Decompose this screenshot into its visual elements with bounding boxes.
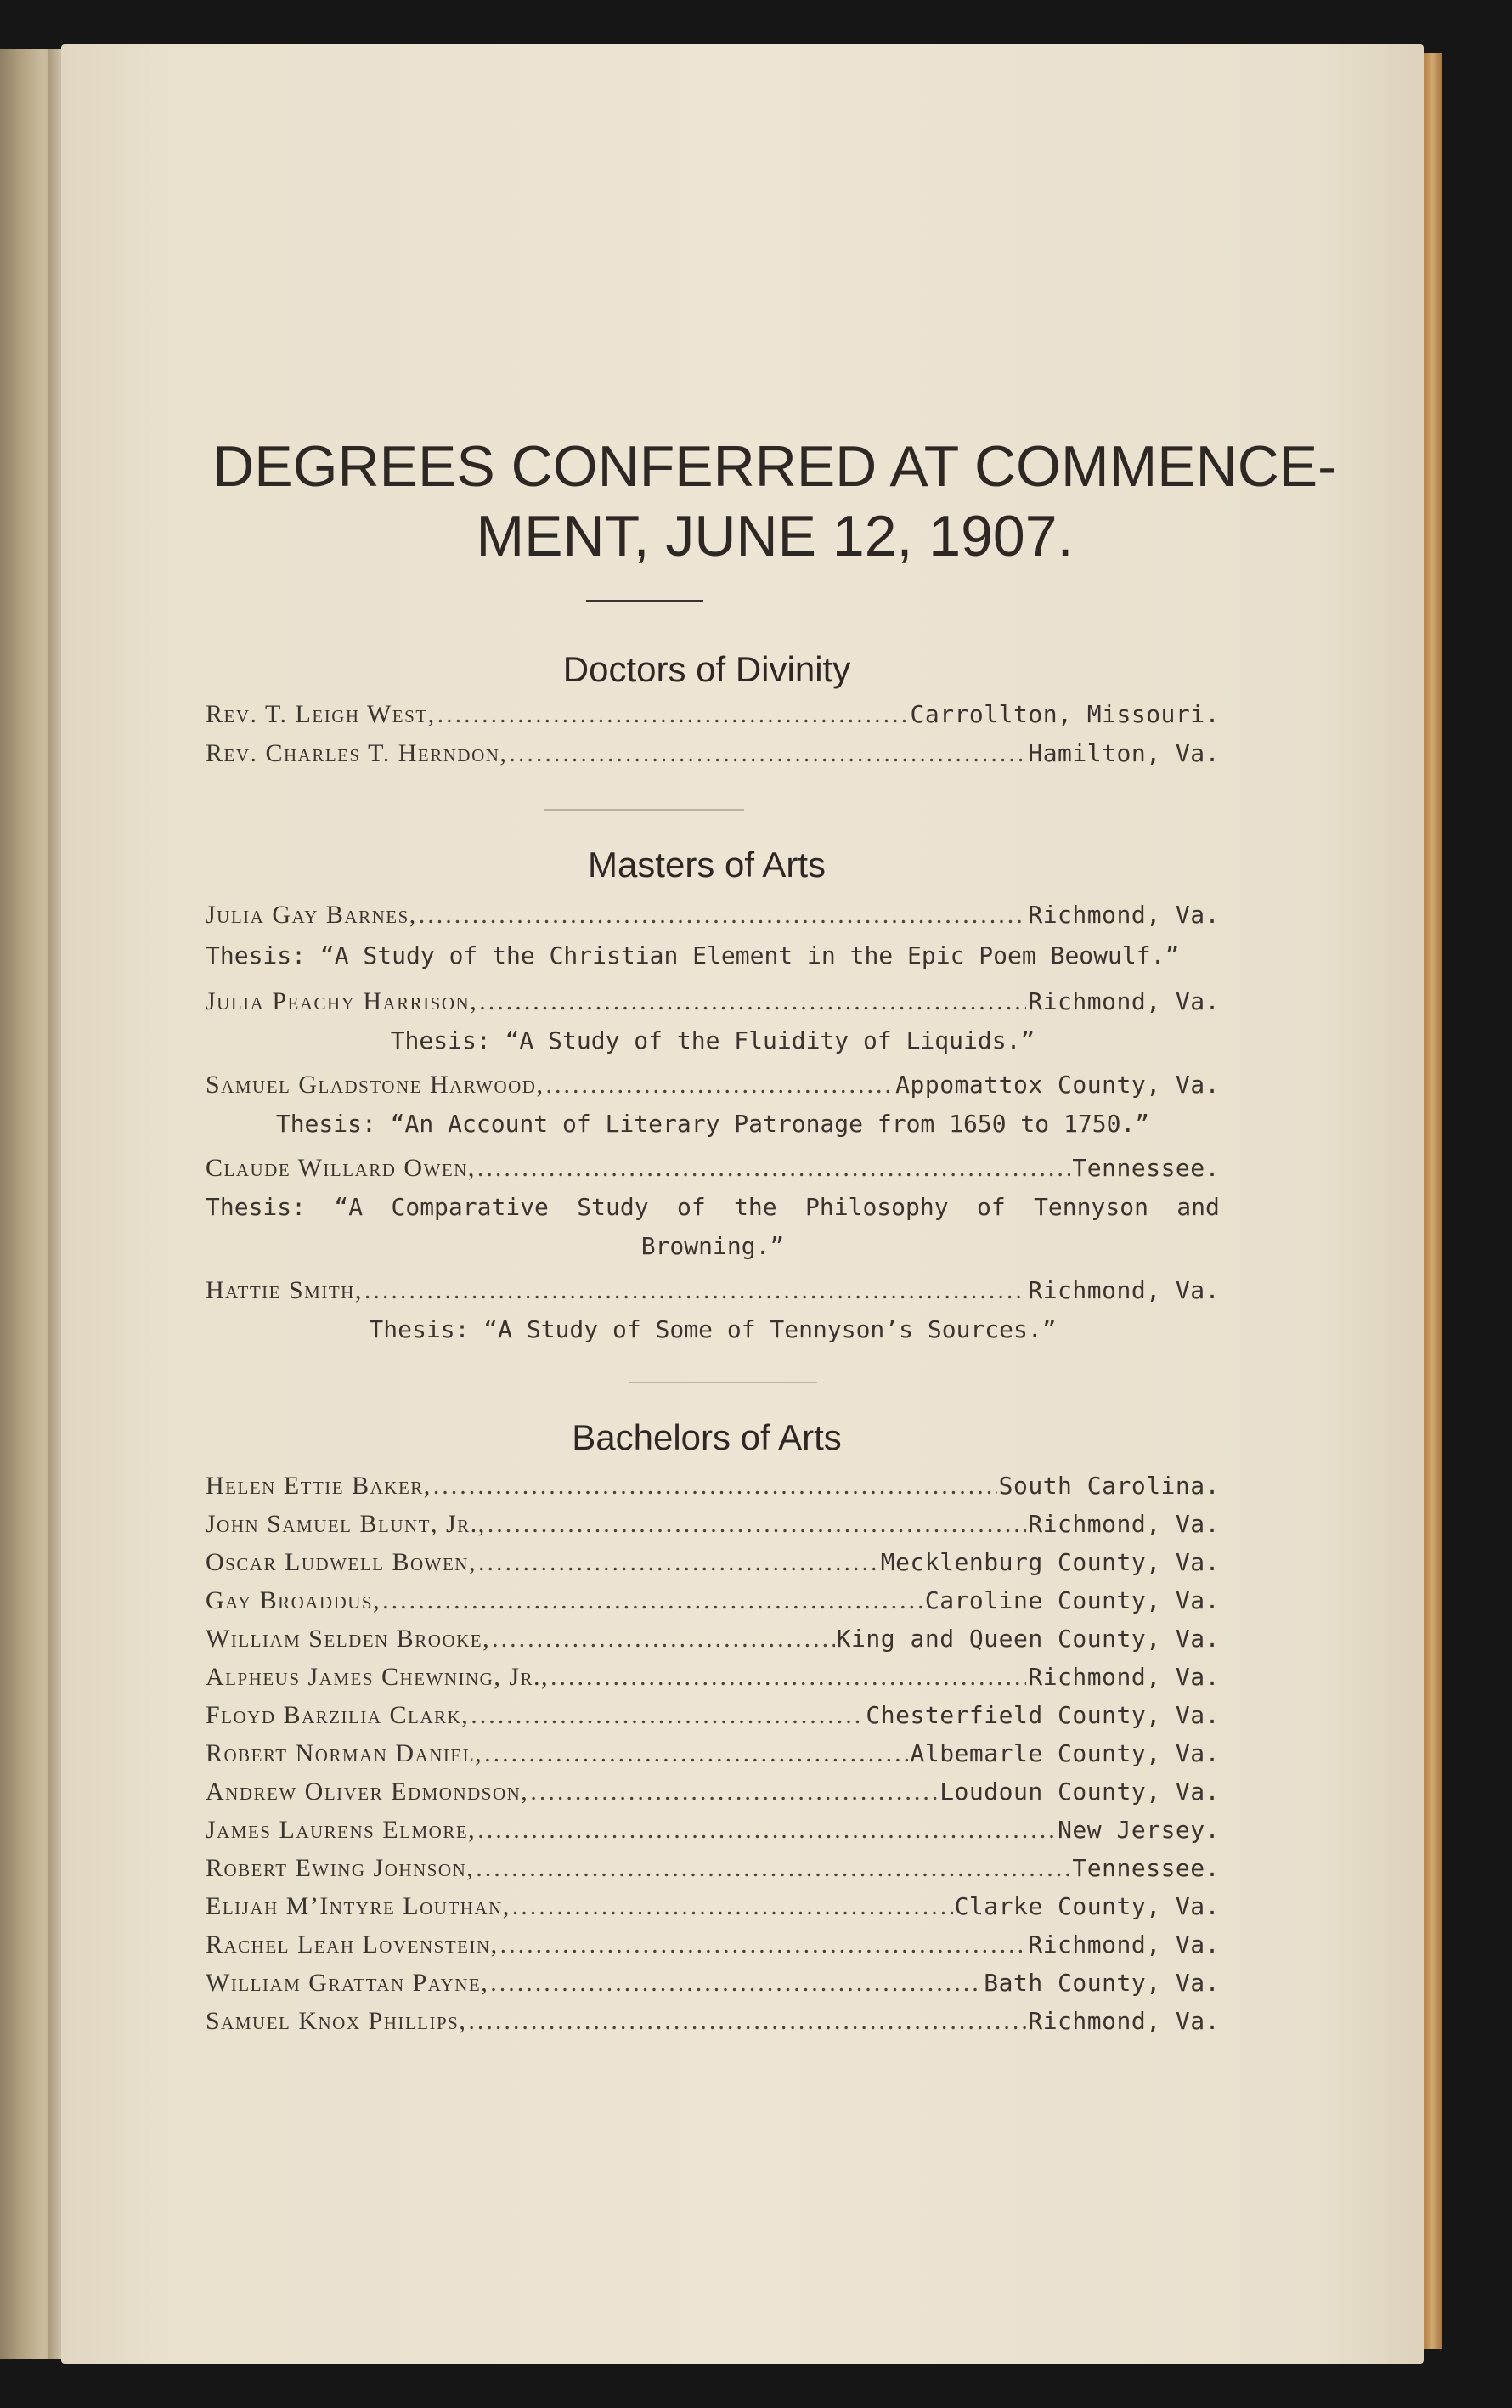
degree-entry <box>206 1548 1220 1587</box>
graduate-name: Robert Ewing Johnson, <box>206 1854 475 1882</box>
leader-dots <box>484 1739 908 1768</box>
degree-entry <box>206 1154 1220 1193</box>
degree-entry <box>206 1778 1220 1817</box>
thesis-word: and <box>1176 1193 1220 1221</box>
degree-entry <box>206 1930 1220 1970</box>
leader-dots <box>509 739 1026 768</box>
graduate-place: Richmond, Va. <box>1028 2007 1220 2035</box>
left-page-edge <box>0 49 54 2359</box>
graduate-place: Appomattox County, Va. <box>895 1071 1220 1099</box>
section-heading-doctors: Doctors of Divinity <box>562 649 851 689</box>
graduate-place: King and Queen County, Va. <box>836 1625 1220 1653</box>
section-heading-masters: Masters of Arts <box>587 845 827 885</box>
degree-entry <box>206 1472 1220 1511</box>
degree-entry <box>206 1816 1220 1855</box>
section-divider <box>629 1382 817 1383</box>
graduate-place: Richmond, Va. <box>1028 1276 1220 1304</box>
leader-dots <box>500 1930 1027 1959</box>
degree-entry <box>206 1586 1220 1625</box>
degree-entry <box>206 1071 1220 1110</box>
leader-dots <box>476 1854 1070 1883</box>
graduate-name: Hattie Smith, <box>206 1276 363 1304</box>
graduate-name: William Selden Brooke, <box>206 1625 491 1653</box>
thesis-line: Thesis: “A Study of the Fluidity of Liquids.” <box>390 1026 1035 1054</box>
degree-entry <box>206 1276 1220 1315</box>
leader-dots <box>545 1071 894 1099</box>
thesis-line <box>206 1193 1220 1221</box>
leader-dots <box>479 987 1026 1016</box>
graduate-name: Julia Gay Barnes, <box>206 901 417 929</box>
graduate-name: Rev. T. Leigh West, <box>206 700 436 728</box>
degree-entry <box>206 739 1220 778</box>
thesis-word: of <box>676 1193 706 1221</box>
degree-entry <box>206 1701 1220 1740</box>
leader-dots <box>382 1586 923 1615</box>
degree-entry <box>206 987 1220 1026</box>
degree-entry <box>206 1892 1220 1931</box>
graduate-place: Richmond, Va. <box>1028 987 1220 1015</box>
thesis-word: Tennyson <box>1034 1193 1148 1221</box>
section-heading-bachelors: Bachelors of Arts <box>572 1417 842 1457</box>
degree-entry <box>206 1625 1220 1664</box>
leader-dots <box>471 1701 864 1730</box>
leader-dots <box>492 1625 835 1653</box>
graduate-name: Rachel Leah Lovenstein, <box>206 1930 499 1959</box>
leader-dots <box>437 700 909 729</box>
leader-dots <box>364 1276 1027 1305</box>
thesis-word: “A <box>334 1193 364 1221</box>
graduate-name: Alpheus James Chewning, Jr., <box>206 1663 550 1691</box>
graduate-name: James Laurens Elmore, <box>206 1816 477 1844</box>
graduate-name: Rev. Charles T. Herndon, <box>206 739 508 767</box>
graduate-place: Richmond, Va. <box>1028 1510 1220 1538</box>
graduate-place: Richmond, Va. <box>1028 1663 1220 1691</box>
graduate-place: Caroline County, Va. <box>924 1586 1220 1614</box>
graduate-place: Carrollton, Missouri. <box>910 700 1220 728</box>
leader-dots <box>488 1510 1027 1539</box>
graduate-place: Hamilton, Va. <box>1028 739 1220 767</box>
graduate-name: John Samuel Blunt, Jr., <box>206 1510 486 1538</box>
leader-dots <box>490 1969 982 1998</box>
graduate-place: Richmond, Va. <box>1028 901 1220 929</box>
leader-dots <box>530 1778 938 1806</box>
graduate-place: Mecklenburg County, Va. <box>880 1548 1220 1576</box>
degree-entry <box>206 1663 1220 1702</box>
leader-dots <box>419 901 1027 930</box>
thesis-text: Thesis: “A Study of the Christian Element in the Epic Poem Beowulf.” <box>206 941 1180 969</box>
graduate-place: New Jersey. <box>1058 1816 1220 1844</box>
leader-dots <box>477 1154 1071 1183</box>
thesis-word: Thesis: <box>206 1193 307 1221</box>
graduate-place: Tennessee. <box>1072 1854 1220 1882</box>
graduate-place: Clarke County, Va. <box>954 1892 1220 1920</box>
graduate-name: Elijah M’Intyre Louthan, <box>206 1892 511 1920</box>
graduate-name: Oscar Ludwell Bowen, <box>206 1548 477 1576</box>
degree-entry <box>206 1969 1220 2008</box>
section-divider <box>544 809 744 811</box>
graduate-name: Helen Ettie Baker, <box>206 1472 432 1500</box>
graduate-place: Chesterfield County, Va. <box>866 1701 1220 1729</box>
graduate-name: Samuel Knox Phillips, <box>206 2007 467 2035</box>
degree-entry <box>206 901 1220 940</box>
page-title-line-2: MENT, JUNE 12, 1907. <box>476 504 1074 568</box>
degree-entry <box>206 1854 1220 1893</box>
leader-dots <box>477 1816 1056 1845</box>
thesis-word: of <box>976 1193 1006 1221</box>
degree-entry <box>206 1510 1220 1549</box>
thesis-word: Philosophy <box>805 1193 949 1221</box>
thesis-word: Comparative <box>391 1193 549 1221</box>
graduate-name: William Grattan Payne, <box>206 1969 489 1997</box>
thesis-word: Study <box>577 1193 649 1221</box>
graduate-place: Loudoun County, Va. <box>939 1778 1220 1806</box>
graduate-place: Richmond, Va. <box>1028 1930 1220 1959</box>
degree-entry <box>206 2007 1220 2046</box>
degree-entry <box>206 1739 1220 1778</box>
graduate-place: Albemarle County, Va. <box>910 1739 1220 1767</box>
leader-dots <box>478 1548 879 1577</box>
page-title-line-1: DEGREES CONFERRED AT COMMENCE- <box>212 434 1337 499</box>
graduate-place: Tennessee. <box>1072 1154 1220 1182</box>
thesis-line: Thesis: “An Account of Literary Patronage from 1650 to 1750.” <box>275 1110 1150 1138</box>
book-page <box>61 44 1424 2364</box>
graduate-name: Gay Broaddus, <box>206 1586 381 1614</box>
graduate-name: Samuel Gladstone Harwood, <box>206 1071 544 1099</box>
thesis-word: the <box>734 1193 777 1221</box>
title-rule <box>586 600 703 602</box>
graduate-place: Bath County, Va. <box>984 1969 1220 1997</box>
leader-dots <box>512 1892 953 1921</box>
graduate-name: Julia Peachy Harrison, <box>206 987 478 1015</box>
thesis-line: Browning.” <box>640 1232 785 1260</box>
graduate-place: South Carolina. <box>998 1472 1220 1500</box>
graduate-name: Claude Willard Owen, <box>206 1154 476 1182</box>
graduate-name: Andrew Oliver Edmondson, <box>206 1778 529 1806</box>
thesis-line: Thesis: “A Study of Some of Tennyson’s Sources.” <box>369 1315 1057 1343</box>
leader-dots <box>433 1472 997 1501</box>
leader-dots <box>550 1663 1026 1692</box>
thesis-line <box>206 941 1220 969</box>
graduate-name: Floyd Barzilia Clark, <box>206 1701 470 1729</box>
degree-entry <box>206 700 1220 739</box>
graduate-name: Robert Norman Daniel, <box>206 1739 483 1767</box>
leader-dots <box>468 2007 1026 2036</box>
